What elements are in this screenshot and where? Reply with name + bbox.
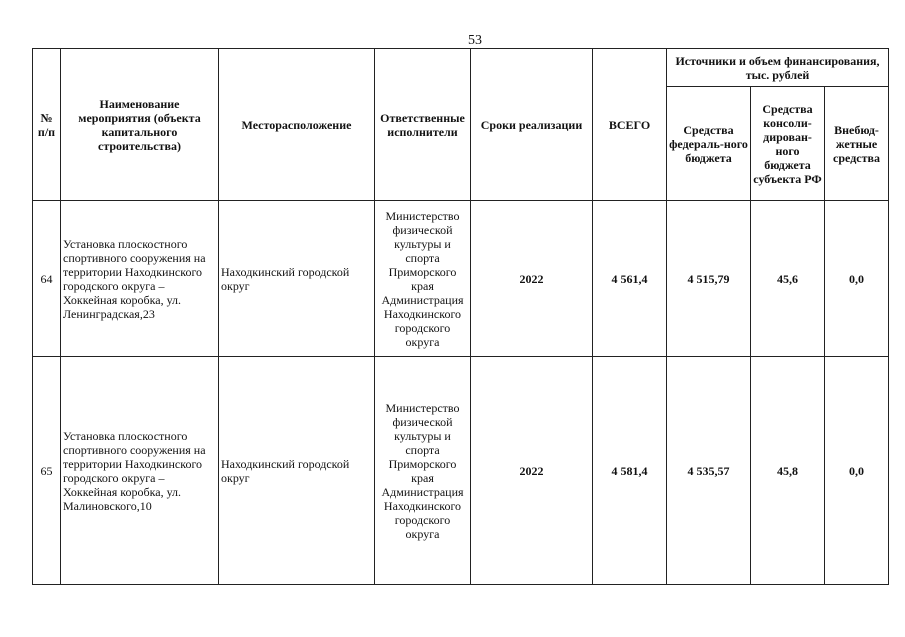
cell-executors: Министерство физической культуры и спорта Приморского края Администрация Находкинского городского округа <box>375 201 471 357</box>
cell-consolidated: 45,6 <box>751 201 825 357</box>
header-executors: Ответственные исполнители <box>375 49 471 201</box>
cell-extrabudget: 0,0 <box>825 357 889 585</box>
financing-table <box>32 48 889 585</box>
header-num: № п/п <box>33 49 61 201</box>
cell-num: 65 <box>33 357 61 585</box>
header-row-1 <box>33 49 889 87</box>
cell-location: Находкинский городской округ <box>219 357 375 585</box>
cell-name: Установка плоскостного спортивного сооружения на территории Находкинского городского округа – Хоккейная коробка, ул. Малиновского,10 <box>61 357 219 585</box>
cell-executors: Министерство физической культуры и спорта Приморского края Администрация Находкинского городского округа <box>375 357 471 585</box>
cell-terms: 2022 <box>471 201 593 357</box>
cell-name: Установка плоскостного спортивного сооружения на территории Находкинского городского округа – Хоккейная коробка, ул. Ленинградская,23 <box>61 201 219 357</box>
cell-federal: 4 535,57 <box>667 357 751 585</box>
cell-consolidated: 45,8 <box>751 357 825 585</box>
cell-extrabudget: 0,0 <box>825 201 889 357</box>
header-total: ВСЕГО <box>593 49 667 201</box>
cell-federal: 4 515,79 <box>667 201 751 357</box>
header-extrabudget: Внебюд-жетные средства <box>825 87 889 201</box>
cell-terms: 2022 <box>471 357 593 585</box>
page-number: 53 <box>468 33 482 48</box>
header-name: Наименование мероприятия (объекта капитального строительства) <box>61 49 219 201</box>
table-row <box>33 357 889 585</box>
header-federal: Средства федераль-ного бюджета <box>667 87 751 201</box>
cell-total: 4 561,4 <box>593 201 667 357</box>
cell-total: 4 581,4 <box>593 357 667 585</box>
header-location: Месторасположение <box>219 49 375 201</box>
header-consolidated: Средства консоли-дирован-ного бюджета субъекта РФ <box>751 87 825 201</box>
header-terms: Сроки реализации <box>471 49 593 201</box>
table-row <box>33 201 889 357</box>
header-sources-group: Источники и объем финансирования, тыс. рублей <box>667 49 889 87</box>
cell-location: Находкинский городской округ <box>219 201 375 357</box>
cell-num: 64 <box>33 201 61 357</box>
